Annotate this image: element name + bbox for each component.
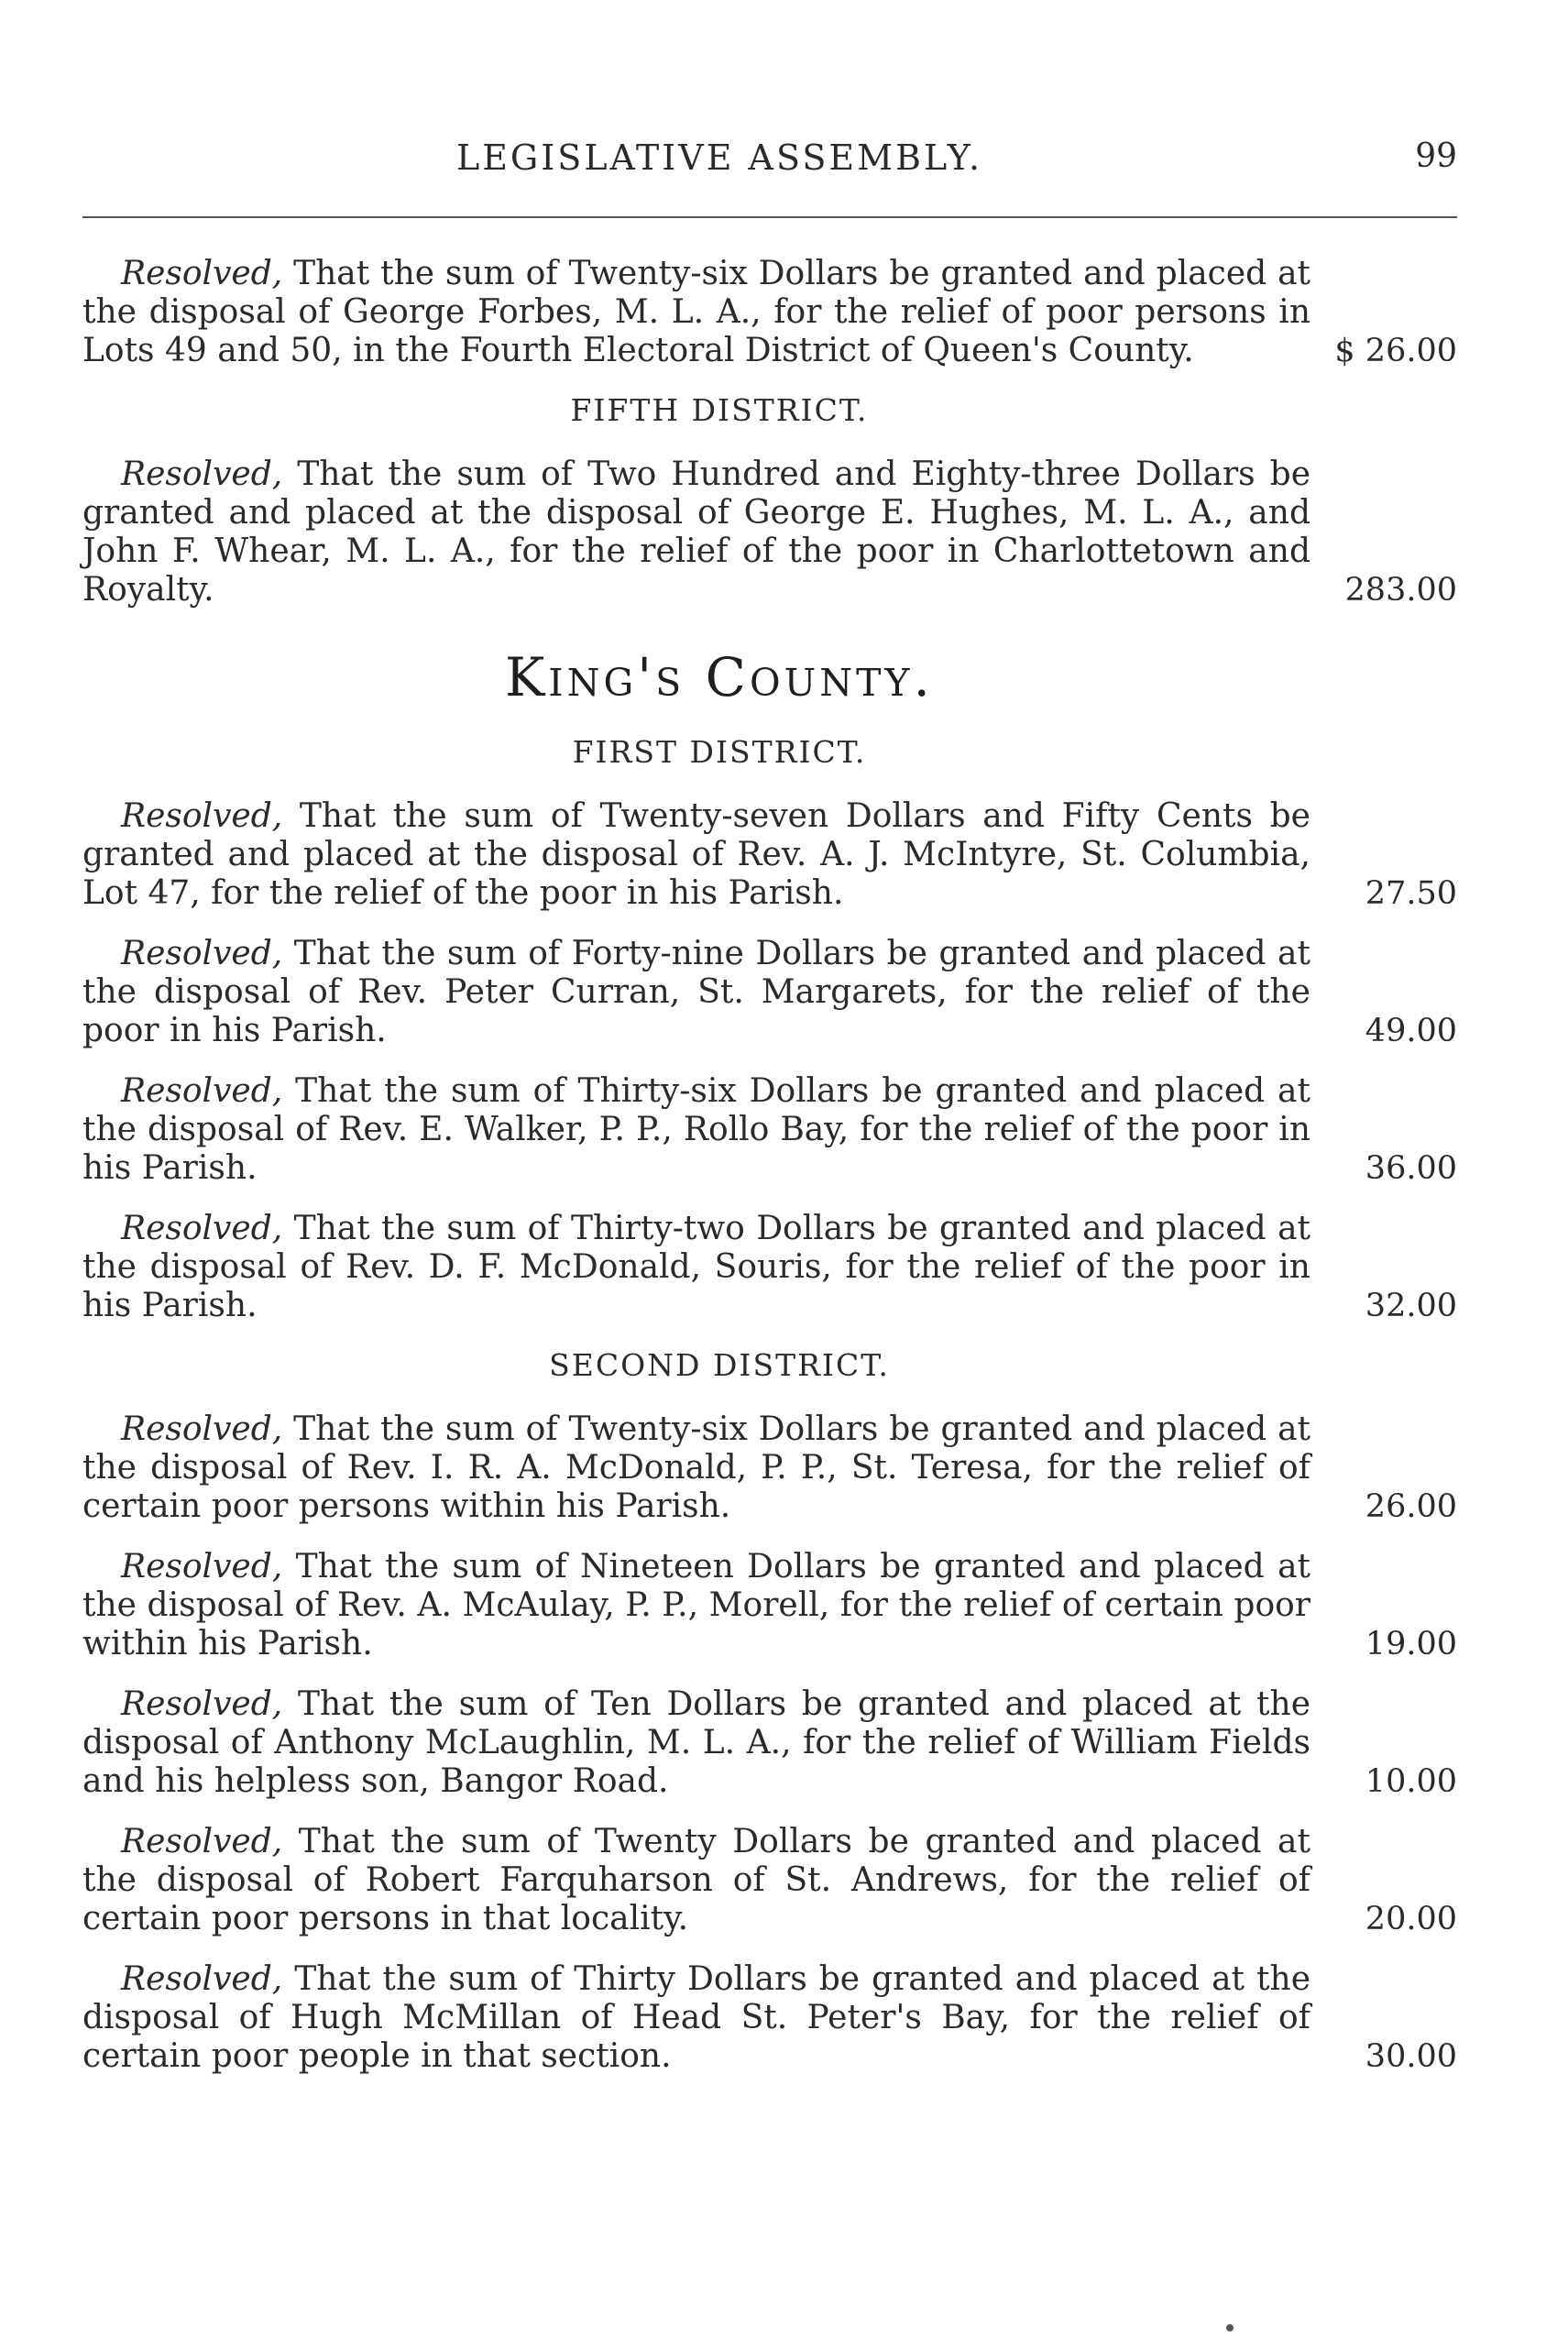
resolution-text: That the sum of Twenty-seven Dollars and Fifty Cents be granted and placed at the disposal of Rev. A. J. McIntyre, St. Columbia, Lot 47, for the relief of the poor in his Parish. (82, 797, 1310, 912)
resolved-label: Resolved, (121, 1960, 283, 1998)
amount: 20.00 (1365, 1901, 1457, 1937)
amount: 283.00 (1344, 572, 1457, 609)
resolution-entry (82, 455, 1457, 609)
resolved-label: Resolved, (121, 797, 283, 835)
page-content (82, 255, 1457, 2098)
amount: 36.00 (1365, 1150, 1457, 1187)
resolution-entry (82, 1685, 1457, 1801)
amount: 27.50 (1365, 875, 1457, 912)
resolution-text: That the sum of Two Hundred and Eighty-three Dollars be granted and placed at the disposal of George E. Hughes, M. L. A., and John F. Whear, M. L. A., for the relief of the poor in Charlottetown and Royalty. (82, 455, 1310, 609)
resolution-text: That the sum of Thirty-two Dollars be granted and placed at the disposal of Rev. D. F. McDonald, Souris, for the relief of the poor in his Parish. (82, 1210, 1311, 1324)
section-heading-first-district: FIRST DISTRICT. (572, 734, 867, 770)
resolution-text: That the sum of Thirty-six Dollars be granted and placed at the disposal of Rev. E. Walker, P. P., Rollo Bay, for the relief of the poor in his Parish. (82, 1072, 1310, 1187)
resolution-entry (82, 1548, 1457, 1663)
page-number: 99 (1415, 137, 1457, 175)
resolved-label: Resolved, (121, 1410, 283, 1448)
print-speck (1226, 2324, 1234, 2332)
resolution-text: That the sum of Twenty-six Dollars be granted and placed at the disposal of Rev. I. R. A. McDonald, P. P., St. Teresa, for the relief of certain poor persons within his Parish. (82, 1410, 1310, 1525)
resolution-entry (82, 1823, 1457, 1938)
header-rule (82, 216, 1457, 218)
amount: 30.00 (1365, 2038, 1457, 2075)
running-title: LEGISLATIVE ASSEMBLY. (455, 137, 983, 178)
resolution-text: That the sum of Twenty Dollars be granted and placed at the disposal of Robert Farquharson of St. Andrews, for the relief of certain poor persons in that locality. (82, 1823, 1310, 1937)
resolution-entry (82, 1960, 1457, 2076)
amount: 10.00 (1365, 1763, 1457, 1800)
section-heading-fifth-district: FIFTH DISTRICT. (570, 392, 869, 428)
resolution-text: That the sum of Forty-nine Dollars be granted and placed at the disposal of Rev. Peter Curran, St. Margarets, for the relief of the poor in his Parish. (82, 935, 1310, 1049)
county-heading: King's County. (505, 646, 934, 708)
resolved-label: Resolved, (121, 255, 283, 292)
resolved-label: Resolved, (121, 1548, 283, 1585)
resolution-text: That the sum of Thirty Dollars be granted and placed at the disposal of Hugh McMillan of Head St. Peter's Bay, for the relief of certain poor people in that section. (82, 1960, 1310, 2075)
page-header (82, 137, 1457, 192)
resolved-label: Resolved, (121, 1210, 283, 1247)
resolved-label: Resolved, (121, 1823, 283, 1860)
resolution-text: That the sum of Nineteen Dollars be granted and placed at the disposal of Rev. A. McAulay, P. P., Morell, for the relief of certain poor within his Parish. (82, 1548, 1310, 1662)
resolved-label: Resolved, (121, 455, 283, 493)
resolution-entry (82, 1410, 1457, 1526)
resolution-entry (82, 797, 1457, 913)
amount: 32.00 (1365, 1288, 1457, 1324)
section-heading-second-district: SECOND DISTRICT. (549, 1347, 890, 1383)
resolution-entry (82, 1210, 1457, 1325)
resolution-text: That the sum of Ten Dollars be granted and placed at the disposal of Anthony McLaughlin, M. L. A., for the relief of William Fields and his helpless son, Bangor Road. (82, 1685, 1310, 1800)
amount: $ 26.00 (1334, 333, 1457, 369)
resolution-entry (82, 1072, 1457, 1188)
resolution-entry (82, 935, 1457, 1050)
resolution-entry (82, 255, 1457, 370)
amount: 19.00 (1365, 1626, 1457, 1662)
resolution-text: That the sum of Twenty-six Dollars be granted and placed at the disposal of George Forbes, M. L. A., for the relief of poor persons in Lots 49 and 50, in the Fourth Electoral District of Queen's County. (82, 255, 1310, 369)
amount: 26.00 (1365, 1488, 1457, 1525)
amount: 49.00 (1365, 1013, 1457, 1049)
resolved-label: Resolved, (121, 1685, 283, 1723)
resolved-label: Resolved, (121, 935, 283, 972)
document-page (82, 137, 1457, 2075)
resolved-label: Resolved, (121, 1072, 283, 1110)
